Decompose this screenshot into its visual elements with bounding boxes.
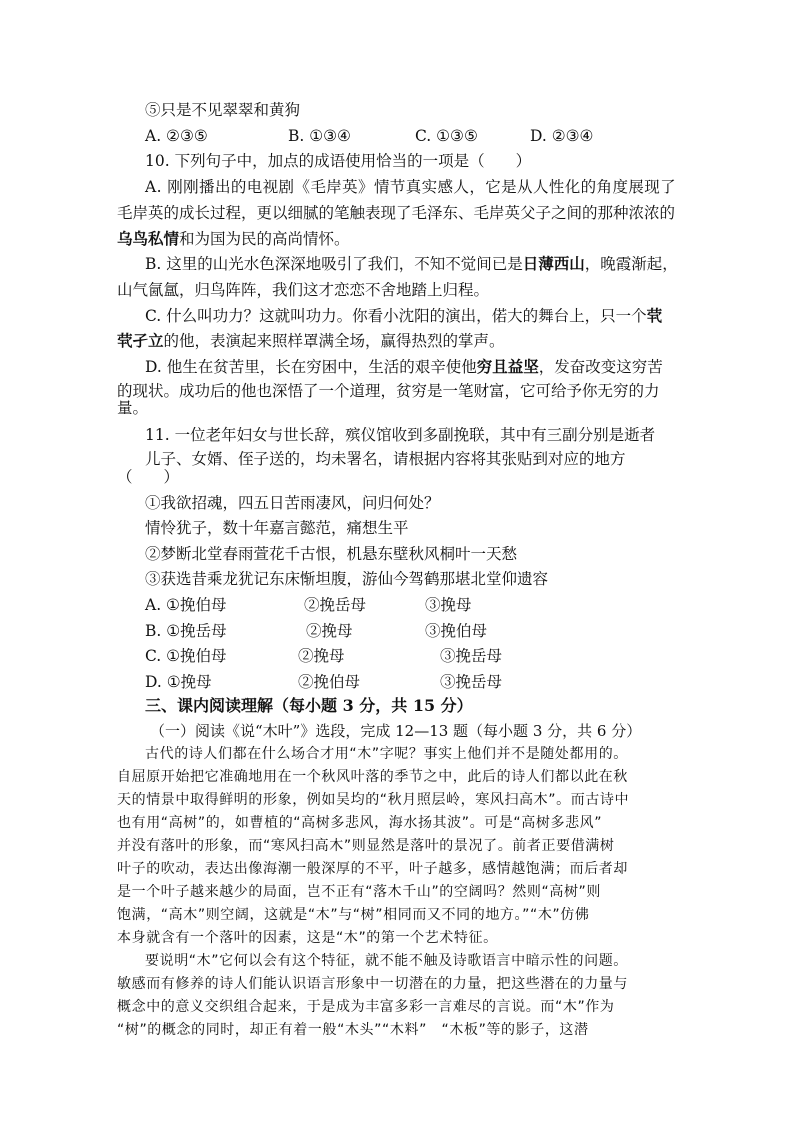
q9-option-c: C. ①③⑤ (415, 127, 478, 145)
q9-option-a: A. ②③⑤ (145, 127, 208, 145)
q10-option-d-line2: 的现状。成功后的他也深悟了一个道理，贫穷是一笔财富，它可给予你无穷的力 (117, 382, 660, 400)
q10-option-c-line1: C. 什么叫功力？这就叫功力。你看小沈阳的演出，偌大的舞台上，只一个茕 (145, 306, 663, 325)
q11-option-c: C. ①挽伯母 (145, 647, 227, 665)
q11-option-b-2: ②挽母 (306, 622, 353, 640)
couplet-2: ②梦断北堂春雨萱花千古恨，机悬东壁秋风桐叶一天愁 (145, 545, 518, 563)
q10-stem: 10. 下列句子中，加点的成语使用恰当的一项是（ ） (145, 152, 532, 170)
couplet-1a: ①我欲招魂，四五日苦雨凄风，问归何处？ (145, 494, 440, 512)
q10-option-b-line1: B. 这里的山光水色深深地吸引了我们，不知不觉间已是日薄西山，晚霞渐起， (145, 254, 678, 273)
idiom-bold: 乌鸟私情 (117, 229, 180, 248)
q9-option-b: B. ①③④ (288, 127, 351, 145)
q11-option-a-3: ③挽母 (425, 596, 472, 614)
idiom-bold: 茕孑立 (117, 331, 164, 350)
q11-stem-line2: 儿子、女婿、侄子送的，均未署名，请根据内容将其张贴到对应的地方 (145, 450, 626, 468)
passage-p2-line3: 概念中的意义交织组合起来，于是成为丰富多彩一言难尽的言说。而“木”作为 (117, 999, 615, 1015)
q11-option-a: A. ①挽伯母 (145, 596, 227, 614)
passage-p1-line3: 天的情景中取得鲜明的形象，例如吴均的“秋月照层岭，寒风扫高木”。而古诗中 (117, 792, 630, 808)
passage-p2-line1: 要说明“木”它何以会有这个特征，就不能不触及诗歌语言中暗示性的问题。 (145, 953, 628, 969)
q10-option-c-line2: 茕孑立的他，表演起来照样罩满全场，赢得热烈的掌声。 (117, 331, 505, 350)
couplet-3: ③获选昔乘龙犹记东床惭坦腹，游仙今驾鹤那堪北堂仰遗容 (145, 570, 549, 588)
q11-option-d: D. ①挽母 (145, 673, 212, 691)
q11-option-b: B. ①挽岳母 (145, 622, 227, 640)
q11-option-c-2: ②挽母 (298, 647, 345, 665)
passage-p1-line1: 古代的诗人们都在什么场合才用“木”字呢？事实上他们并不是随处都用的。 (145, 746, 628, 762)
q11-option-d-2: ②挽伯母 (298, 673, 361, 691)
section-heading: 三、课内阅读理解（每小题 3 分，共 15 分） (145, 696, 473, 715)
q10-option-b-line2: 山气氤氲，归鸟阵阵，我们这才恋恋不舍地踏上归程。 (117, 281, 490, 299)
q10-option-a-line1: A. 刚刚播出的电视剧《毛岸英》情节真实感人，它是从人性化的角度展现了 (145, 178, 677, 196)
q9-item-5: ⑤只是不见翠翠和黄狗 (145, 101, 301, 119)
q10-option-d-line1: D. 他生在贫苦里，长在穷困中，生活的艰辛使他穷且益坚，发奋改变这穷苦 (145, 357, 663, 376)
q11-stem-line3: （ ） (117, 468, 180, 486)
couplet-1b: 情怜犹子，数十年嘉言懿范，痛想生平 (145, 519, 409, 537)
q11-option-b-3: ③挽伯母 (425, 622, 488, 640)
q10-option-a-line3: 乌鸟私情和为国为民的高尚情怀。 (117, 229, 350, 248)
passage-p1-line6: 叶子的吹动，表达出像海潮一般深厚的不平，叶子越多，感情越饱满；而后者却 (117, 861, 628, 877)
idiom-bold: 日薄西山 (522, 254, 585, 273)
q11-option-a-2: ②挽岳母 (304, 596, 367, 614)
q9-option-d: D. ②③④ (530, 127, 594, 145)
passage-p1-line9: 本身就含有一个落叶的因素，这是“木”的第一个艺术特征。 (117, 930, 498, 946)
subsection-heading: （一）阅读《说“木叶”》选段，完成 12—13 题（每小题 3 分，共 6 分） (150, 722, 642, 740)
q10-option-a-line2: 毛岸英的成长过程，更以细腻的笔触表现了毛泽东、毛岸英父子之间的那种浓浓的 (117, 204, 676, 222)
q10-option-d-line3: 量。 (117, 399, 149, 417)
passage-p1-line8: 饱满，“高木”则空阔，这就是“木”与“树”相同而又不同的地方。”“木”仿佛 (117, 907, 590, 923)
passage-p1-line7: 是一个叶子越来越少的局面，岂不正有“落木千山”的空阔吗？然则“高树”则 (117, 884, 602, 900)
passage-p1-line2: 自屈原开始把它准确地用在一个秋风叶落的季节之中，此后的诗人们都以此在秋 (117, 769, 628, 785)
passage-p1-line5: 并没有落叶的形象，而“寒风扫高木”则显然是落叶的景况了。前者正要借满树 (117, 838, 615, 854)
passage-p2-line2: 敏感而有修养的诗人们能认识语言形象中一切潜在的力量，把这些潜在的力量与 (117, 976, 628, 992)
passage-p2-line4: “树”的概念的同时，却正有着一般“木头”“木料” “木板”等的影子，这潜 (117, 1022, 589, 1038)
idiom-bold: 穷且益坚 (476, 357, 539, 376)
q11-stem-line1: 11. 一位老年妇女与世长辞，殡仪馆收到多副挽联，其中有三副分别是逝者 (145, 426, 656, 444)
q11-option-c-3: ③挽岳母 (440, 647, 503, 665)
q11-option-d-3: ③挽岳母 (440, 673, 503, 691)
idiom-bold: 茕 (646, 306, 663, 325)
passage-p1-line4: 也有用“高树”的，如曹植的“高树多悲风，海水扬其波”。可是“高树多悲风” (117, 815, 603, 831)
